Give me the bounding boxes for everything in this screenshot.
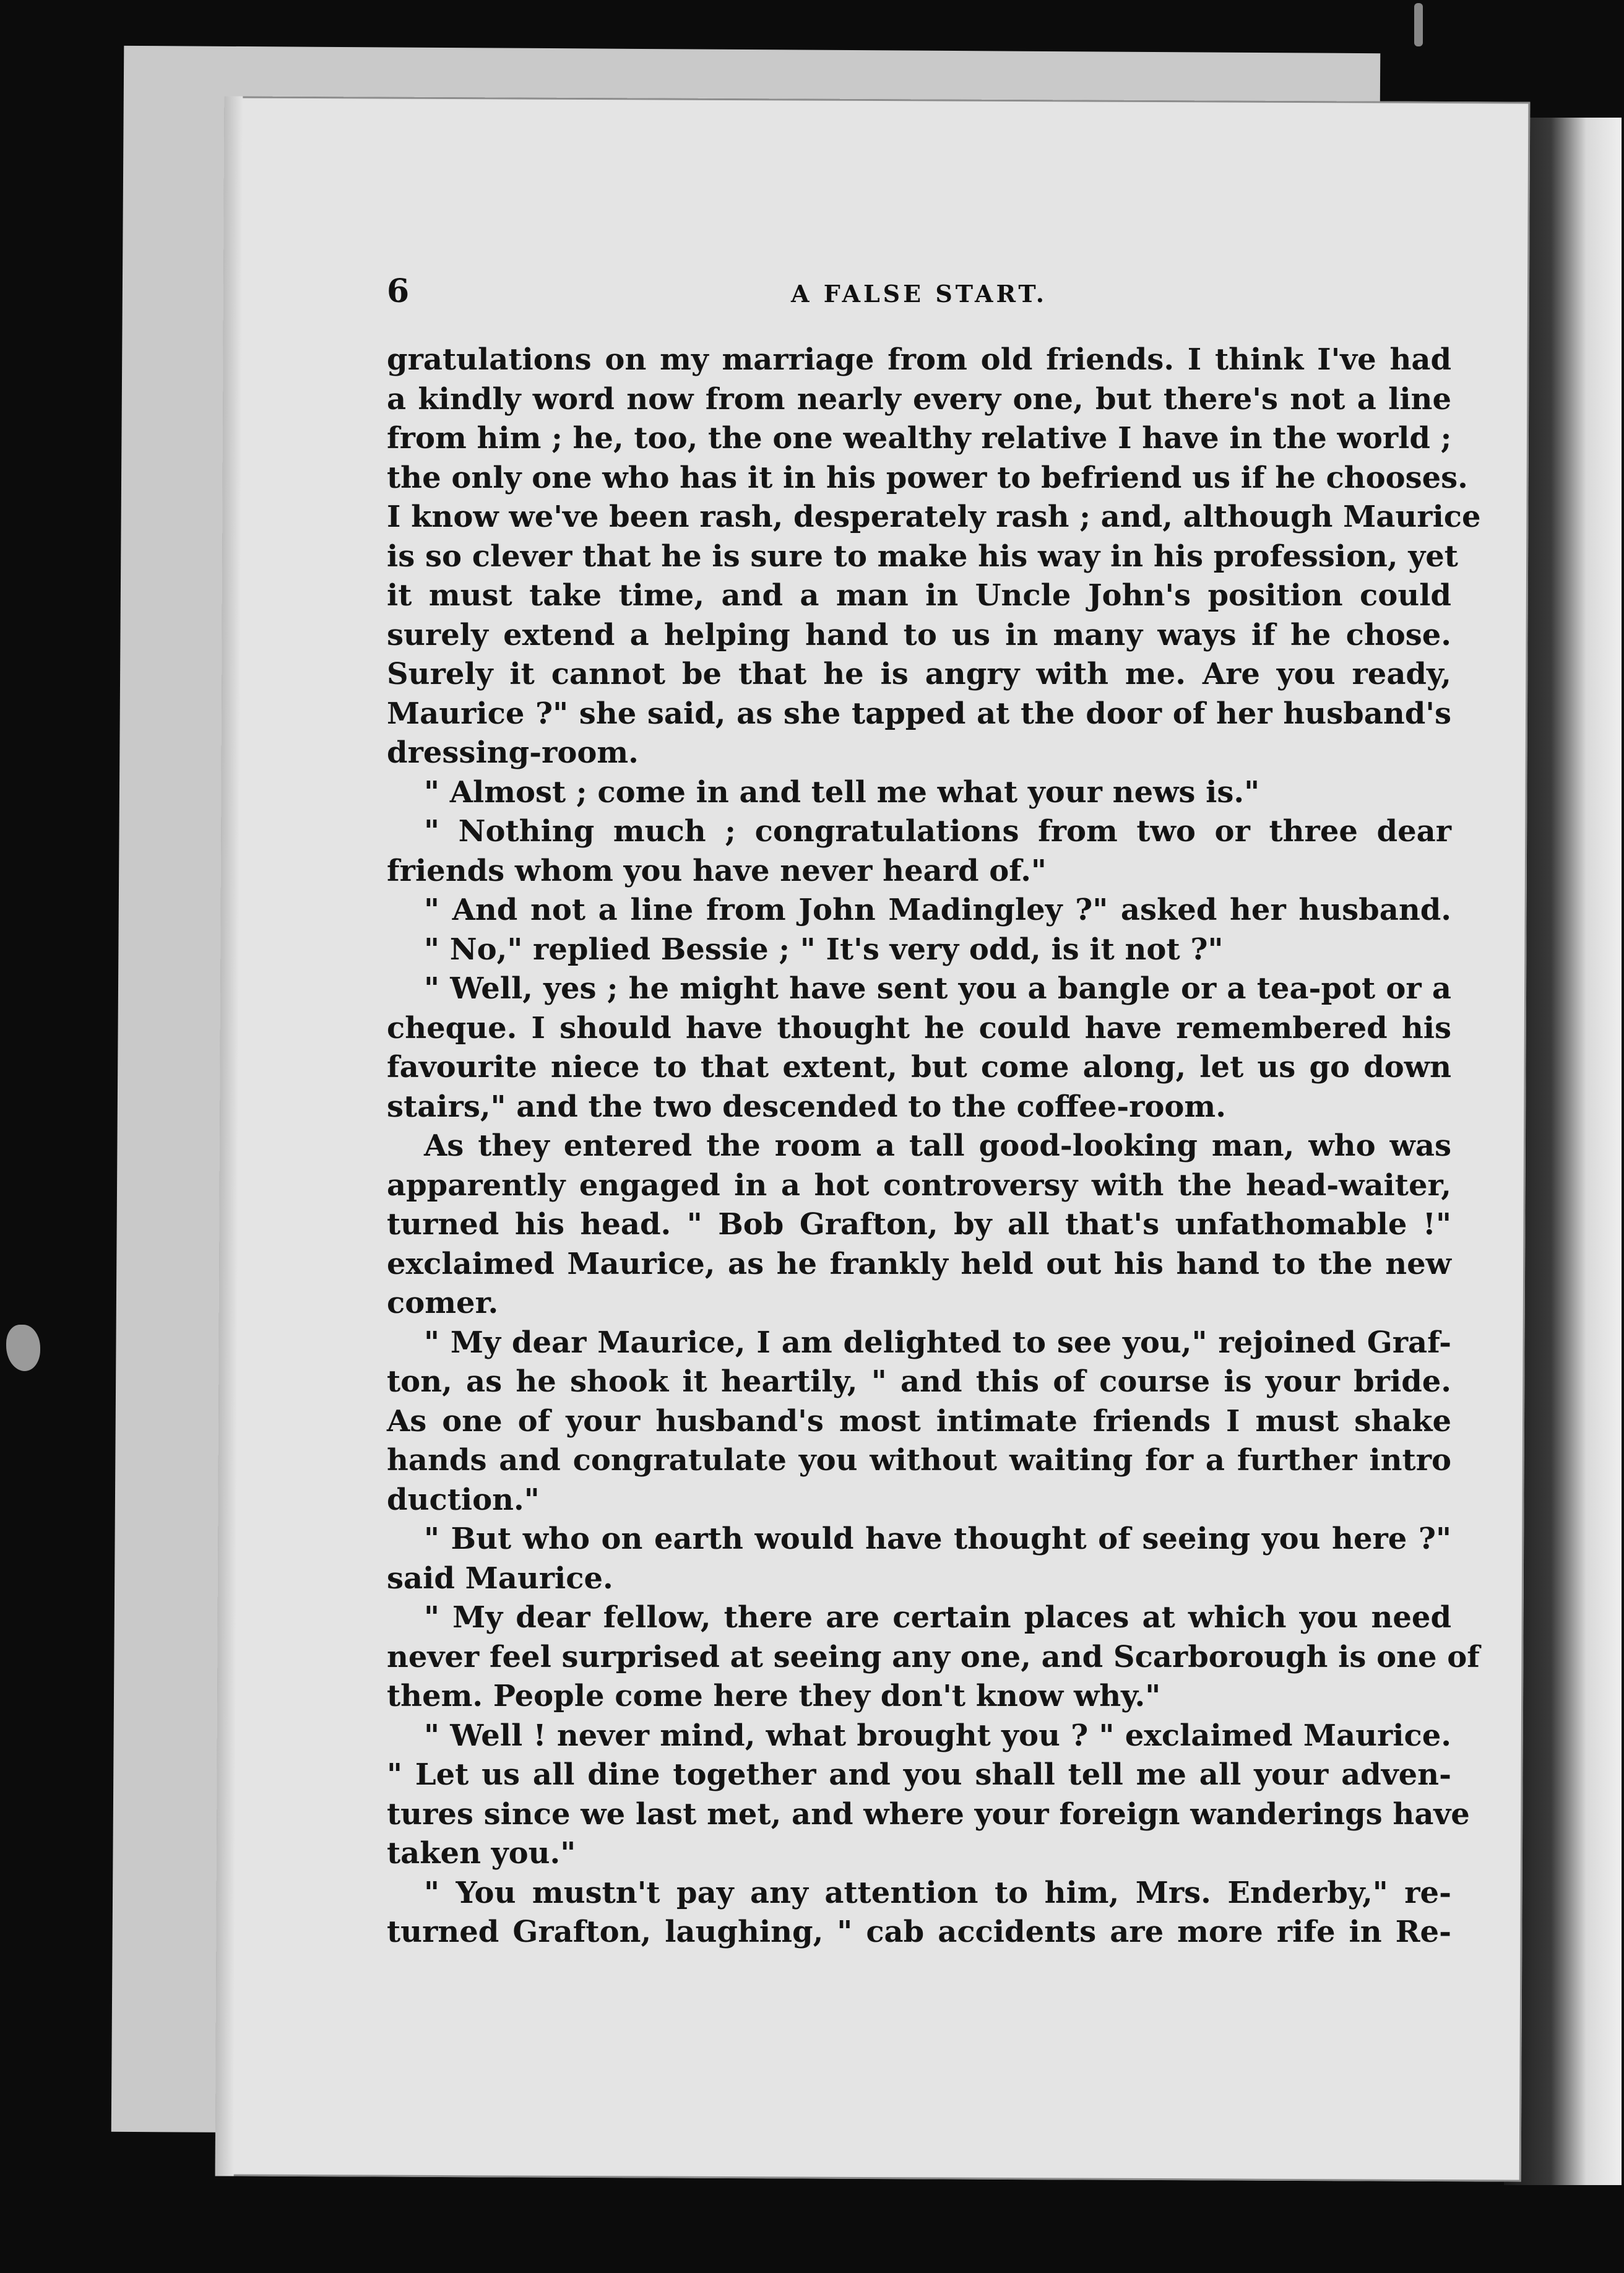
text-line: said Maurice.	[387, 1561, 613, 1596]
text-line: " Nothing much ; congratulations from two or three dear	[424, 814, 1451, 849]
text-line: I know we've been rash, desperately rash ; and, although Maurice	[387, 500, 1481, 534]
corner-mark	[1414, 3, 1423, 46]
body-text	[387, 340, 1481, 1952]
text-line: hands and congratulate you without waiting for a further intro	[387, 1443, 1451, 1478]
text-line: Surely it cannot be that he is angry with me. Are you ready,	[387, 657, 1451, 691]
running-title: A FALSE START.	[791, 280, 1047, 308]
text-line: friends whom you have never heard of."	[387, 853, 1047, 888]
text-line: " You mustn't pay any attention to him, Mrs. Enderby," re-	[424, 1875, 1451, 1910]
text-line: surely extend a helping hand to us in many ways if he chose.	[387, 617, 1451, 652]
text-line: " Let us all dine together and you shall tell me all your adven-	[387, 1757, 1451, 1792]
text-line: from him ; he, too, the one wealthy relative I have in the world ;	[387, 421, 1452, 456]
text-line: it must take time, and a man in Uncle John's position could	[387, 578, 1451, 613]
text-line: exclaimed Maurice, as he frankly held out his hand to the new	[387, 1246, 1451, 1281]
text-line: the only one who has it in his power to befriend us if he chooses.	[387, 460, 1468, 495]
margin-smudge	[6, 1325, 40, 1371]
text-line: favourite niece to that extent, but come along, let us go down	[387, 1050, 1451, 1085]
text-line: turned Grafton, laughing, " cab accidents are more rife in Re-	[387, 1915, 1451, 1949]
text-line: As one of your husband's most intimate friends I must shake	[387, 1403, 1451, 1439]
text-line: gratulations on my marriage from old friends. I think I've had	[387, 342, 1451, 377]
text-line: duction."	[387, 1482, 540, 1517]
text-line: " Well ! never mind, what brought you ? " exclaimed Maurice.	[424, 1718, 1451, 1753]
running-head	[387, 272, 1451, 322]
text-line: stairs," and the two descended to the coffee-room.	[387, 1089, 1226, 1124]
text-line: is so clever that he is sure to make his way in his profession, yet	[387, 539, 1458, 574]
text-line: apparently engaged in a hot controversy with the head-waiter,	[387, 1167, 1451, 1203]
text-line: comer.	[387, 1286, 499, 1320]
text-line: turned his head. " Bob Grafton, by all that's unfathomable !"	[387, 1207, 1451, 1242]
text-line: a kindly word now from nearly every one, but there's not a line	[387, 381, 1451, 417]
text-line: " My dear fellow, there are certain places at which you need	[424, 1600, 1451, 1635]
text-line: As they entered the room a tall good-looking man, who was	[424, 1128, 1451, 1163]
text-line: " But who on earth would have thought of seeing you here ?"	[424, 1522, 1451, 1556]
text-line: taken you."	[387, 1836, 576, 1871]
text-line: cheque. I should have thought he could have remembered his	[387, 1010, 1451, 1046]
text-line: ton, as he shook it heartily, " and this of course is your bride.	[387, 1364, 1451, 1399]
text-line: them. People come here they don't know why."	[387, 1679, 1161, 1713]
text-line: dressing-room.	[387, 735, 639, 770]
text-line: " Almost ; come in and tell me what your news is."	[424, 774, 1260, 810]
text-line: Maurice ?" she said, as she tapped at the door of her husband's	[387, 696, 1451, 731]
text-line: " Well, yes ; he might have sent you a bangle or a tea-pot or a	[424, 971, 1451, 1006]
text-line: " And not a line from John Madingley ?" asked her husband.	[424, 893, 1451, 927]
page-number: 6	[387, 272, 410, 310]
text-line: " My dear Maurice, I am delighted to see you," rejoined Graf-	[424, 1325, 1451, 1360]
text-line: tures since we last met, and where your foreign wanderings have	[387, 1796, 1470, 1832]
text-line: " No," replied Bessie ; " It's very odd, is it not ?"	[424, 932, 1224, 967]
text-line: never feel surprised at seeing any one, and Scarborough is one of	[387, 1639, 1480, 1674]
